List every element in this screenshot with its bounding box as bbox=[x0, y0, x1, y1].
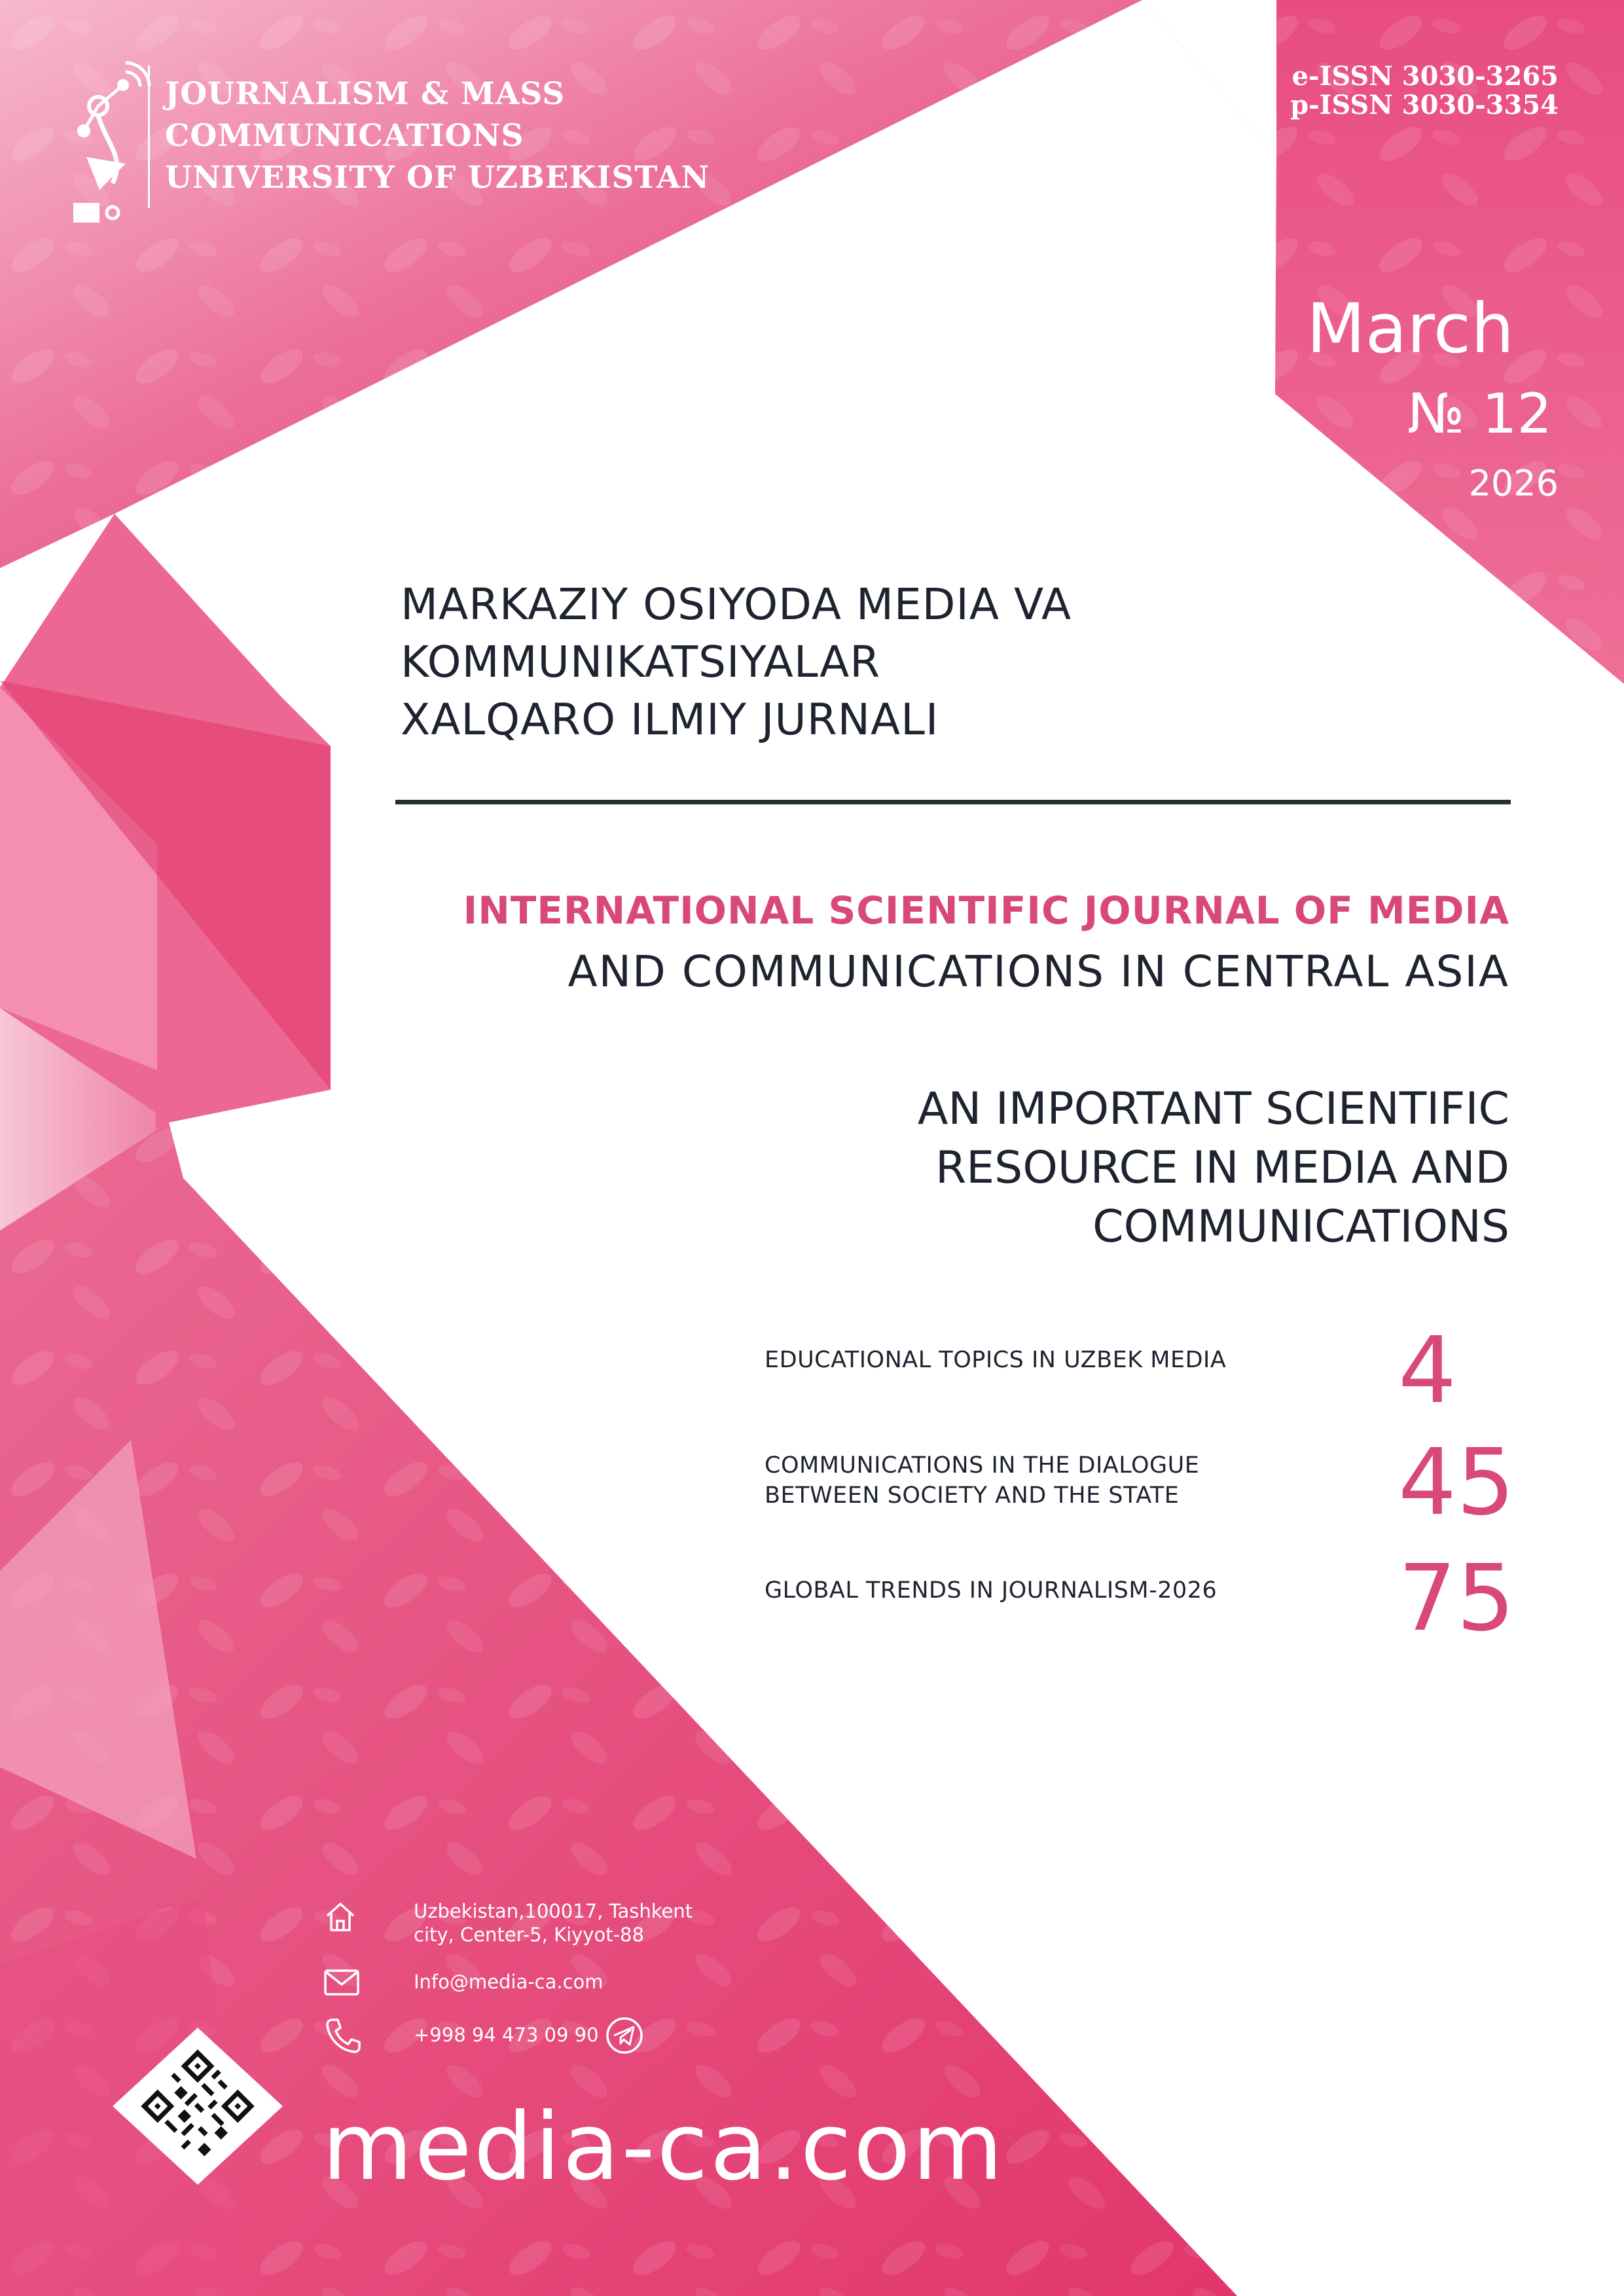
mail-icon bbox=[323, 1969, 360, 1996]
address-line: Uzbekistan,100017, Tashkent bbox=[414, 1900, 693, 1922]
home-icon bbox=[323, 1900, 357, 1934]
tagline-line: AN IMPORTANT SCIENTIFIC bbox=[917, 1083, 1509, 1135]
contents-title-line: BETWEEN SOCIETY AND THE STATE bbox=[765, 1482, 1180, 1509]
tagline-line: COMMUNICATIONS bbox=[1092, 1201, 1509, 1253]
contents-title-line: COMMUNICATIONS IN THE DIALOGUE bbox=[765, 1452, 1200, 1479]
title-uz-line: KOMMUNIKATSIYALAR bbox=[401, 637, 881, 687]
tagline-line: RESOURCE IN MEDIA AND bbox=[935, 1142, 1509, 1194]
university-logo-icon bbox=[60, 59, 158, 229]
phone[interactable]: +998 94 473 09 90 bbox=[414, 2024, 599, 2046]
contents-item-title bbox=[765, 1575, 1217, 1605]
publisher-divider bbox=[148, 65, 150, 208]
issue-year: 2026 bbox=[1468, 463, 1559, 504]
publisher-line: UNIVERSITY OF UZBEKISTAN bbox=[165, 160, 710, 196]
title-divider bbox=[395, 800, 1511, 804]
contents-title-line: EDUCATIONAL TOPICS IN UZBEK MEDIA bbox=[765, 1347, 1227, 1373]
contents-title-line: GLOBAL TRENDS IN JOURNALISM-2026 bbox=[765, 1577, 1218, 1604]
address-line: city, Center-5, Kiyyot-88 bbox=[414, 1924, 644, 1946]
qr-code[interactable] bbox=[139, 2047, 257, 2165]
contents-item-page: 4 bbox=[1398, 1318, 1457, 1424]
issue-month: March bbox=[1306, 289, 1514, 368]
issue-number: № 12 bbox=[1407, 382, 1552, 446]
tagline bbox=[918, 1080, 1509, 1257]
contents-item-title bbox=[765, 1450, 1199, 1511]
telegram-icon[interactable] bbox=[605, 2016, 644, 2055]
contents-item-page: 45 bbox=[1398, 1429, 1515, 1536]
e-issn: e-ISSN 3030-3265 bbox=[1291, 61, 1559, 92]
title-uz-line: MARKAZIY OSIYODA MEDIA VA bbox=[401, 579, 1072, 630]
address bbox=[414, 1899, 693, 1946]
website-url[interactable]: media-ca.com bbox=[322, 2093, 1005, 2201]
publisher-line: COMMUNICATIONS bbox=[165, 118, 524, 154]
title-uz-line: XALQARO ILMIY JURNALI bbox=[401, 694, 939, 745]
journal-title-en-line2: AND COMMUNICATIONS IN CENTRAL ASIA bbox=[568, 946, 1509, 997]
journal-title-uz bbox=[401, 576, 1072, 749]
publisher-name bbox=[165, 73, 710, 199]
issn-block bbox=[1290, 62, 1559, 120]
contents-item-title bbox=[765, 1345, 1226, 1375]
email[interactable]: Info@media-ca.com bbox=[414, 1971, 604, 1993]
journal-title-en-line1: INTERNATIONAL SCIENTIFIC JOURNAL OF MEDIA bbox=[463, 888, 1509, 933]
p-issn: p-ISSN 3030-3354 bbox=[1290, 90, 1559, 120]
contents-item-page: 75 bbox=[1398, 1545, 1515, 1652]
publisher-line: JOURNALISM & MASS bbox=[165, 76, 566, 112]
phone-icon bbox=[323, 2016, 363, 2055]
